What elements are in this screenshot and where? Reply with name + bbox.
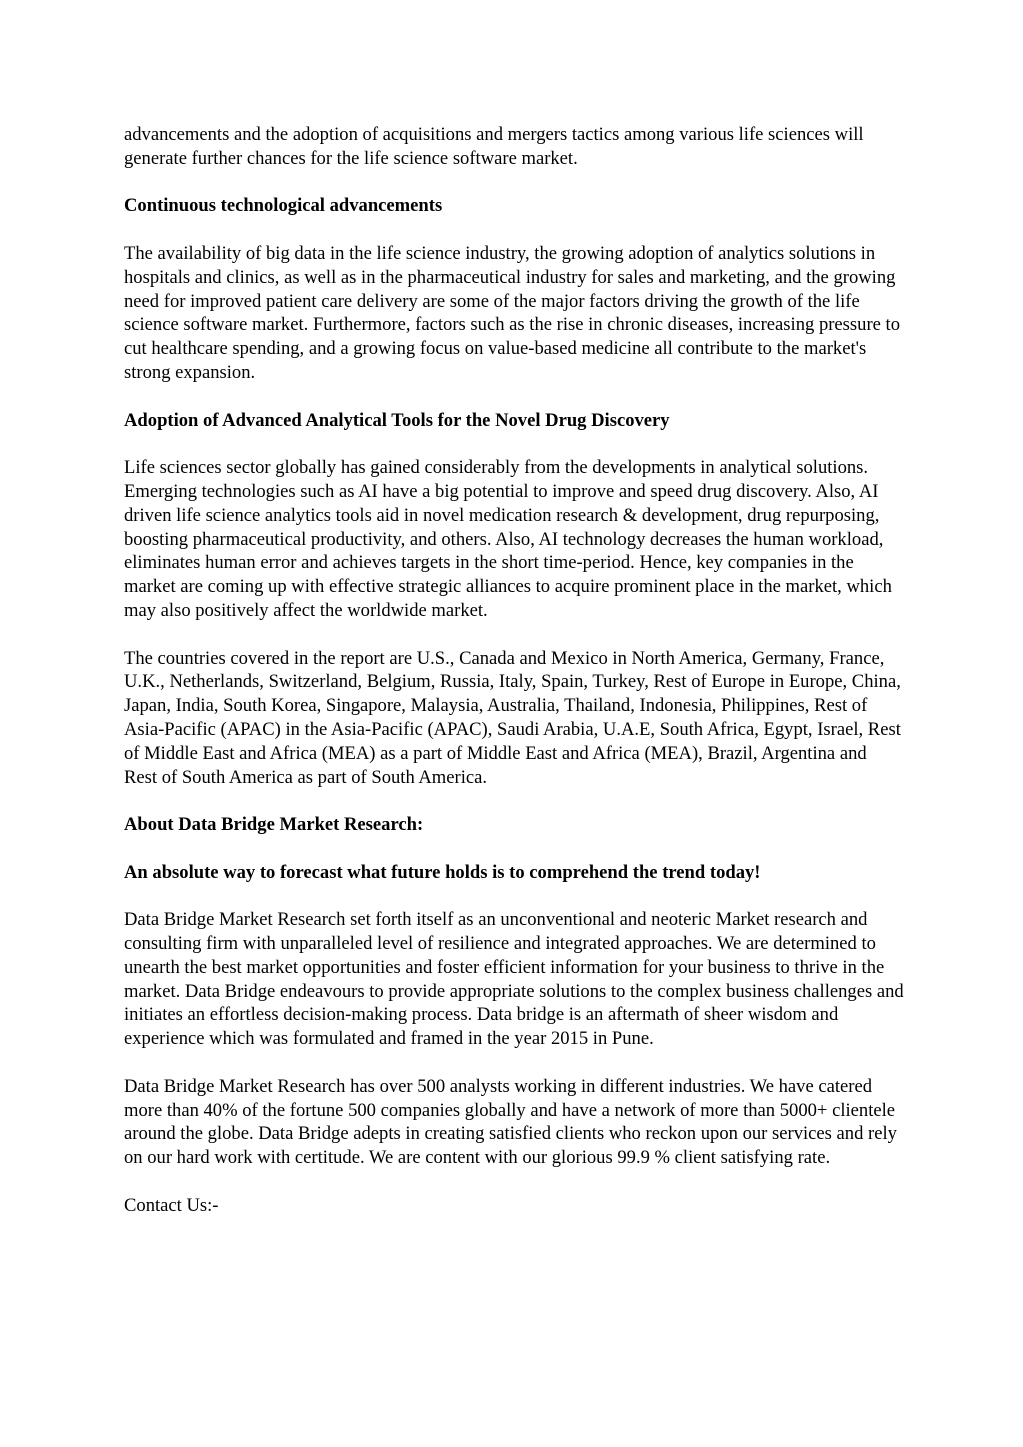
about-paragraph: Data Bridge Market Research set forth itself as an unconventional and neoteric Market research and consulting firm with unparalleled level of resilience and integrated approaches. We are determined to unearth the best market opportunities and foster efficient information for your business to thrive in the market. Data Bridge endeavours to provide appropriate solutions to the complex business challenges and initiates an effortless decision-making process. Data bridge is an aftermath of sheer wisdom and experience which was formulated and framed in the year 2015 in Pune.: [124, 909, 904, 1050]
heading-tagline: An absolute way to forecast what future holds is to comprehend the trend today!: [124, 861, 761, 883]
document-page: [124, 123, 904, 1241]
countries-paragraph: The countries covered in the report are U.S., Canada and Mexico in North America, Germany, France, U.K., Netherlands, Switzerland, Belgium, Russia, Italy, Spain, Turkey, Rest of Europe in Europe, China, Japan, India, South Korea, Singapore, Malaysia, Australia, Thailand, Indonesia, Philippines, Rest of Asia-Pacific (APAC) in the Asia-Pacific (APAC), Saudi Arabia, U.A.E, South Africa, Egypt, Israel, Rest of Middle East and Africa (MEA) as a part of Middle East and Africa (MEA), Brazil, Argentina and Rest of South America as part of South America.: [124, 647, 901, 788]
heading-analytical-tools: Adoption of Advanced Analytical Tools for the Novel Drug Discovery: [124, 409, 670, 431]
contact-label: Contact Us:-: [124, 1194, 219, 1216]
heading-about-company: About Data Bridge Market Research:: [124, 814, 424, 836]
intro-paragraph: advancements and the adoption of acquisitions and mergers tactics among various life sciences will generate further chances for the life science software market.: [124, 124, 864, 169]
heading-continuous-advancements: Continuous technological advancements: [124, 195, 443, 217]
life-sciences-paragraph: Life sciences sector globally has gained considerably from the developments in analytical solutions. Emerging technologies such as AI have a big potential to improve and speed drug discovery. Also, AI driven life science analytics tools aid in novel medication research & development, drug repurposing, boosting pharmaceutical productivity, and others. Also, AI technology decreases the human workload, eliminates human error and achieves targets in the short time-period. Hence, key companies in the market are coming up with effective strategic alliances to acquire prominent place in the market, which may also positively affect the worldwide market.: [124, 457, 892, 621]
analysts-paragraph: Data Bridge Market Research has over 500 analysts working in different industries. We have catered more than 40% of the fortune 500 companies globally and have a network of more than 5000+ clientele around the globe. Data Bridge adepts in creating satisfied clients who reckon upon our services and rely on our hard work with certitude. We are content with our glorious 99.9 % client satisfying rate.: [124, 1075, 897, 1169]
big-data-paragraph: The availability of big data in the life science industry, the growing adoption of analytics solutions in hospitals and clinics, as well as in the pharmaceutical industry for sales and marketing, and the growing need for improved patient care delivery are some of the major factors driving the growth of the life science software market. Furthermore, factors such as the rise in chronic diseases, increasing pressure to cut healthcare spending, and a growing focus on value-based medicine all contribute to the market's strong expansion.: [124, 242, 901, 383]
